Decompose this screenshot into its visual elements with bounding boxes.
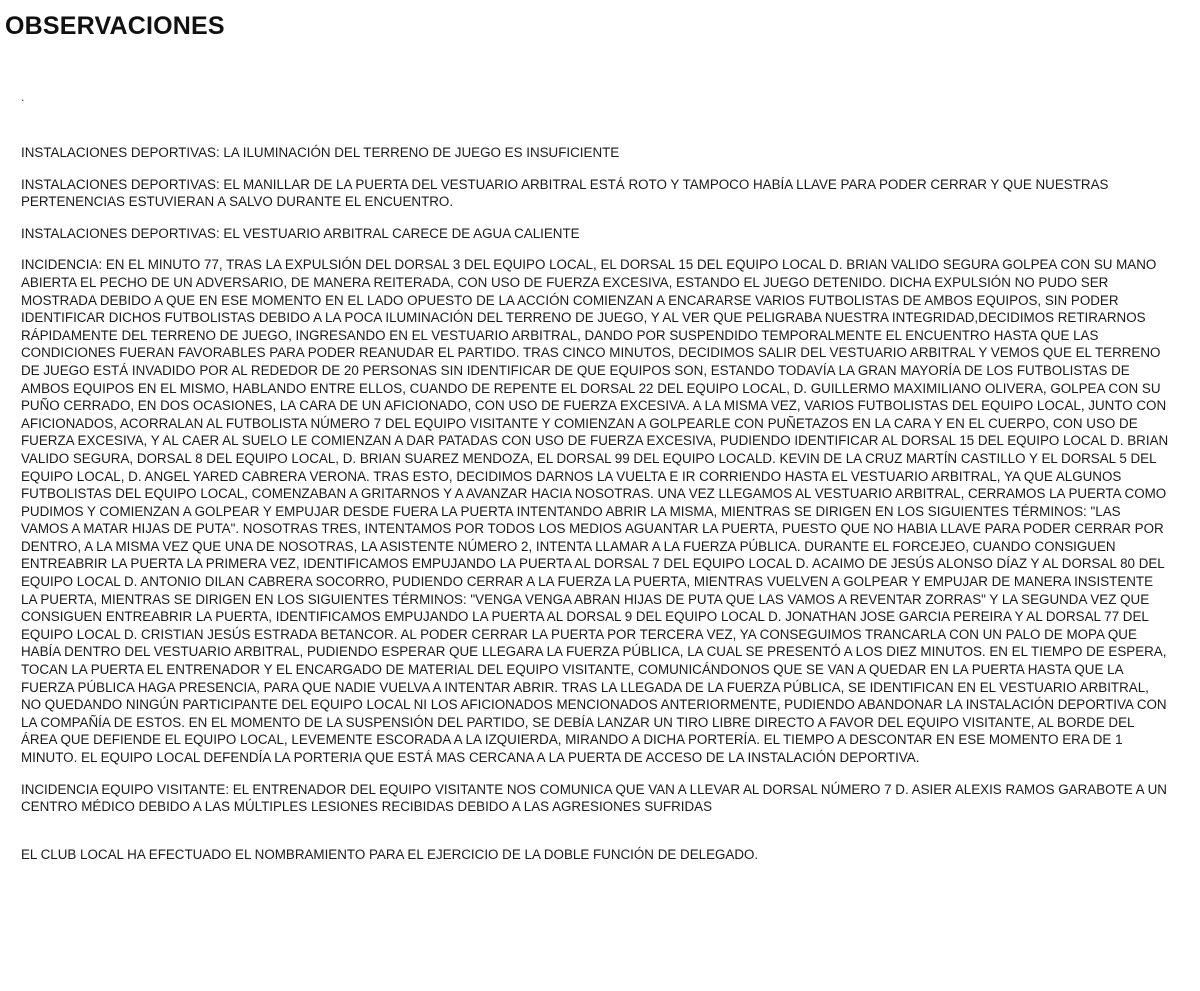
observation-visitor-incident: INCIDENCIA EQUIPO VISITANTE: EL ENTRENADOR DEL EQUIPO VISITANTE NOS COMUNICA QUE VAN A LLEVAR AL DORSAL NÚMERO 7 D. ASIER ALEXIS RAMOS GARABOTE A UN CENTRO MÉDICO DEBIDO A LAS MÚLTIPLES LESIONES RECIBIDAS DEBIDO A LAS AGRESIONES SUFRIDAS: [21, 781, 1167, 815]
observation-hot-water: INSTALACIONES DEPORTIVAS: EL VESTUARIO ARBITRAL CARECE DE AGUA CALIENTE: [21, 225, 580, 241]
observation-incident: INCIDENCIA: EN EL MINUTO 77, TRAS LA EXPULSIÓN DEL DORSAL 3 DEL EQUIPO LOCAL, EL DORSAL 15 DEL EQUIPO LOCAL D. BRIAN VALIDO SEGURA GOLPEA CON SU MANO ABIERTA EL PECHO DE UN ADVERSARIO, DE MANERA REITERADA, CON USO DE FUERZA EXCESIVA, ESTANDO EL JUEGO DETENIDO. DICHA EXPULSIÓN NO PUDO SER MOSTRADA DEBIDO A QUE EN ESE MOMENTO EN EL LADO OPUESTO DE LA ACCIÓN COMIENZAN A ENCARARSE VARIOS FUTBOLISTAS DE AMBOS EQUIPOS, SIN PODER IDENTIFICAR DICHOS FUTBOLISTAS DEBIDO A LA POCA ILUMINACIÓN DEL TERRENO DE JUEGO, Y AL VER QUE PELIGRABA NUESTRA INTEGRIDAD,DECIDIMOS RETIRARNOS RÁPIDAMENTE DEL TERRENO DE JUEGO, INGRESANDO EN EL VESTUARIO ARBITRAL, DANDO POR SUSPENDIDO TEMPORALMENTE EL ENCUENTRO HASTA QUE LAS CONDICIONES FUERAN FAVORABLES PARA PODER REANUDAR EL PARTIDO. TRAS CINCO MINUTOS, DECIDIMOS SALIR DEL VESTUARIO ARBITRAL Y VEMOS QUE EL TERRENO DE JUEGO ESTÁ INVADIDO POR AL REDEDOR DE 20 PERSONAS SIN IDENTIFICAR DE QUE EQUIPOS SON, ESTANDO TODAVÍA LA GRAN MAYORÍA DE LOS FUTBOLISTAS DE AMBOS EQUIPOS EN EL MISMO, HABLANDO ENTRE ELLOS, CUANDO DE REPENTE EL DORSAL 22 DEL EQUIPO LOCAL, D. GUILLERMO MAXIMILIANO OLIVERA, GOLPEA CON SU PUÑO CERRADO, EN DOS OCASIONES, LA CARA DE UN AFICIONADO, CON USO DE FUERZA EXCESIVA. A LA MISMA VEZ, VARIOS FUTBOLISTAS DEL EQUIPO LOCAL, JUNTO CON AFICIONADOS, ACORRALAN AL FUTBOLISTA NÚMERO 7 DEL EQUIPO VISITANTE Y COMIENZAN A GOLPEARLE CON PUÑETAZOS EN LA CARA Y EN EL CUERPO, CON USO DE FUERZA EXCESIVA, Y AL CAER AL SUELO LE COMIENZAN A DAR PATADAS CON USO DE FUERZA EXCESIVA, PUDIENDO IDENTIFICAR AL DORSAL 15 DEL EQUIPO LOCAL D. BRIAN VALIDO SEGURA, DORSAL 8 DEL EQUIPO LOCAL, D. BRIAN SUAREZ MENDOZA, EL DORSAL 99 DEL EQUIPO LOCALD. KEVIN DE LA CRUZ MARTÍN CASTILLO Y EL DORSAL 5 DEL EQUIPO LOCAL, D. ANGEL YARED CABRERA VERONA. TRAS ESTO, DECIDIMOS DARNOS LA VUELTA E IR CORRIENDO HASTA EL VESTUARIO ARBITRAL, YA QUE ALGUNOS FUTBOLISTAS DEL EQUIPO LOCAL, COMENZABAN A GRITARNOS Y A AVANZAR HACIA NOSOTRAS. UNA VEZ LLEGAMOS AL VESTUARIO ARBITRAL, CERRAMOS LA PUERTA COMO PUDIMOS Y COMIENZAN A GOLPEAR Y EMPUJAR DESDE FUERA LA PUERTA INTENTANDO ABRIR LA MISMA, MIENTRAS SE DIRIGEN EN LOS SIGUIENTES TÉRMINOS: "LAS VAMOS A MATAR HIJAS DE PUTA". NOSOTRAS TRES, INTENTAMOS POR TODOS LOS MEDIOS AGUANTAR LA PUERTA, PUESTO QUE NO HABIA LLAVE PARA PODER CERRAR POR DENTRO, A LA MISMA VEZ QUE UNA DE NOSOTRAS, LA ASISTENTE NÚMERO 2, INTENTA LLAMAR A LA FUERZA PÚBLICA. DURANTE EL FORCEJEO, CUANDO CONSIGUEN ENTREABRIR LA PUERTA LA PRIMERA VEZ, IDENTIFICAMOS EMPUJANDO LA PUERTA AL DORSAL 7 DEL EQUIPO LOCAL D. ACAIMO DE JESÚS ALONSO DÍAZ Y AL DORSAL 80 DEL EQUIPO LOCAL D. ANTONIO DILAN CABRERA SOCORRO, PUDIENDO CERRAR A LA FUERZA LA PUERTA, MIENTRAS VUELVEN A GOLPEAR Y EMPUJAR DE MANERA INSISTENTE LA PUERTA, MIENTRAS SE DIRIGEN EN LOS SIGUIENTES TÉRMINOS: "VENGA VENGA ABRAN HIJAS DE PUTA QUE LAS VAMOS A REVENTAR ZORRAS" Y LA SEGUNDA VEZ QUE CONSIGUEN ENTREABRIR LA PUERTA, IDENTIFICAMOS EMPUJANDO LA PUERTA AL DORSAL 9 DEL EQUIPO LOCAL D. JONATHAN JOSE GARCIA PEREIRA Y AL DORSAL 77 DEL EQUIPO LOCAL D. CRISTIAN JESÚS ESTRADA BETANCOR. AL PODER CERRAR LA PUERTA POR TERCERA VEZ, YA CONSEGUIMOS TRANCARLA CON UN PALO DE MOPA QUE HABÍA DENTRO DEL VESTUARIO ARBITRAL, PUDIENDO ESPERAR QUE LLEGARA LA FUERZA PÚBLICA, LA CUAL SE PRESENTÓ A LOS DIEZ MINUTOS. EN EL TIEMPO DE ESPERA, TOCAN LA PUERTA EL ENTRENADOR Y EL ENCARGADO DE MATERIAL DEL EQUIPO VISITANTE, COMUNICÁNDONOS QUE SE VAN A QUEDAR EN LA PUERTA HASTA QUE LA FUERZA PÚBLICA HAGA PRESENCIA, PARA QUE NADIE VUELVA A INTENTAR ABRIR. TRAS LA LLEGADA DE LA FUERZA PÚBLICA, SE IDENTIFICAN EN EL VESTUARIO ARBITRAL, NO QUEDANDO NINGÚN PARTICIPANTE DEL EQUIPO LOCAL NI LOS AFICIONADOS MENCIONADOS ANTERIORMENTE, PUDIENDO ABANDONAR LA INSTALACIÓN DEPORTIVA CON LA COMPAÑÍA DE ESTOS. EN EL MOMENTO DE LA SUSPENSIÓN DEL PARTIDO, SE DEBÍA LANZAR UN TIRO LIBRE DIRECTO A FAVOR DEL EQUIPO VISITANTE, AL BORDE DEL ÁREA QUE DEFIENDE EL EQUIPO LOCAL, LEVEMENTE ESCORADA A LA IZQUIERDA, MIRANDO A DICHA PORTERÍA. EL TIEMPO A DESCONTAR EN ESE MOMENTO ERA DE 1 MINUTO. EL EQUIPO LOCAL DEFENDÍA LA PORTERIA QUE ESTÁ MAS CERCANA A LA PUERTA DE ACCESO DE LA INSTALACIÓN DEPORTIVA.: [21, 257, 1169, 765]
page-title: OBSERVACIONES: [5, 12, 225, 40]
stray-mark: .: [21, 90, 25, 104]
observations-body: [21, 144, 1171, 877]
observation-delegate: EL CLUB LOCAL HA EFECTUADO EL NOMBRAMIENTO PARA EL EJERCICIO DE LA DOBLE FUNCIÓN DE DELEGADO.: [21, 846, 759, 862]
observation-door-handle: INSTALACIONES DEPORTIVAS: EL MANILLAR DE LA PUERTA DEL VESTUARIO ARBITRAL ESTÁ ROTO Y TAMPOCO HABÍA LLAVE PARA PODER CERRAR Y QUE NUESTRAS PERTENENCIAS ESTUVIERAN A SALVO DURANTE EL ENCUENTRO.: [21, 176, 1109, 210]
observation-lighting: INSTALACIONES DEPORTIVAS: LA ILUMINACIÓN DEL TERRENO DE JUEGO ES INSUFICIENTE: [21, 145, 620, 160]
